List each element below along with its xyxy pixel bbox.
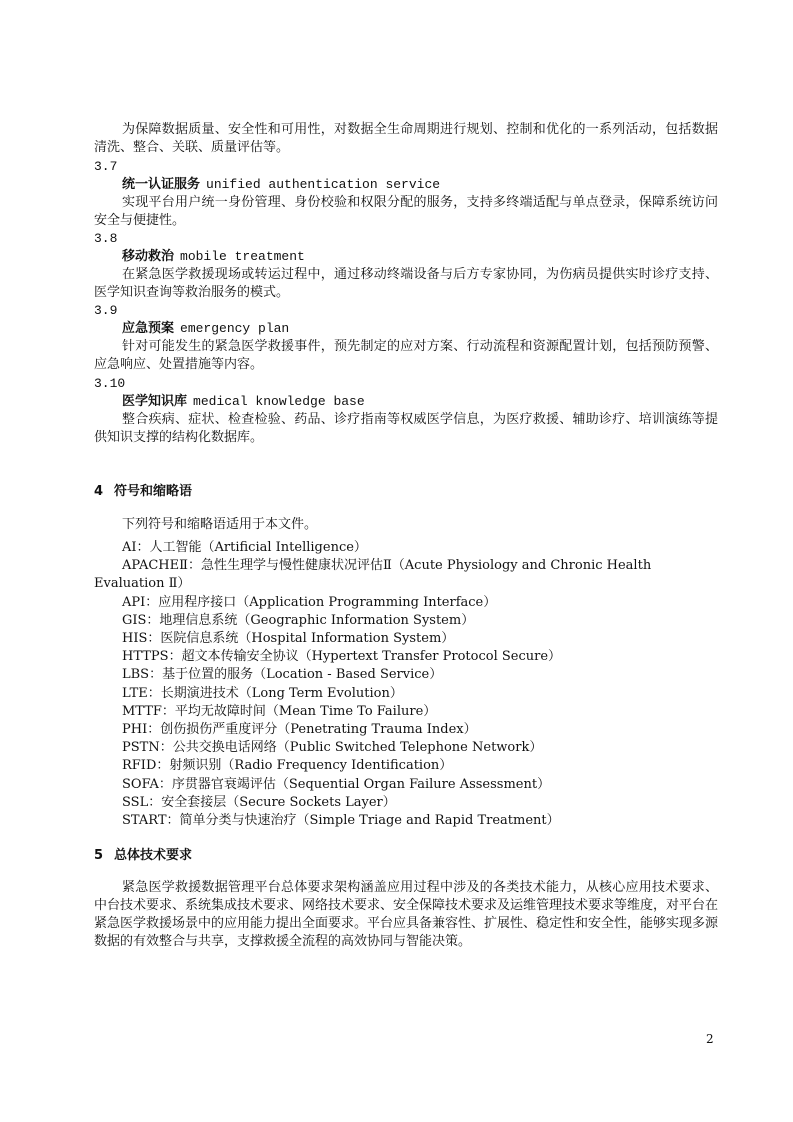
list-item: HIS：医院信息系统（Hospital Information System） — [122, 631, 455, 647]
section-number: 4 — [94, 484, 104, 499]
term-en: medical knowledge base — [193, 394, 365, 409]
term-heading — [122, 320, 289, 338]
term-definition: 在紧急医学救援现场或转运过程中，通过移动终端设备与后方专家协同，为伤病员提供实时诊疗支持、医学知识查询等救治服务的模式。 — [94, 267, 718, 300]
term-heading — [122, 393, 365, 411]
term-definition: 针对可能发生的紧急医学救援事件，预先制定的应对方案、行动流程和资源配置计划，包括预防预警、应急响应、处置措施等内容。 — [94, 339, 718, 372]
list-item: APACHEⅡ：急性生理学与慢性健康状况评估Ⅱ（Acute Physiology and Chronic Health Evaluation Ⅱ） — [94, 558, 652, 592]
list-item: HTTPS：超文本传输安全协议（Hypertext Transfer Protocol Secure） — [122, 649, 562, 665]
term-cn: 统一认证服务 — [122, 177, 201, 192]
term-number: 3.8 — [94, 231, 118, 246]
term-number: 3.10 — [94, 376, 126, 391]
term-definition: 整合疾病、症状、检查检验、药品、诊疗指南等权威医学信息，为医疗救援、辅助诊疗、培训演练等提供知识支撑的结构化数据库。 — [94, 412, 718, 445]
list-item: MTTF：平均无故障时间（Mean Time To Failure） — [122, 703, 437, 719]
section-number: 5 — [94, 848, 104, 863]
term-heading — [122, 176, 440, 194]
term-en: unified authentication service — [206, 177, 441, 192]
term-cn: 移动救治 — [122, 249, 175, 264]
term-en: mobile treatment — [180, 249, 305, 264]
term-number: 3.7 — [94, 159, 118, 174]
list-item: API：应用程序接口（Application Programming Interface） — [122, 594, 497, 610]
term-en: emergency plan — [180, 321, 290, 336]
list-item: LTE：长期演进技术（Long Term Evolution） — [122, 685, 403, 701]
section-title: 总体技术要求 — [114, 848, 193, 863]
section-intro: 下列符号和缩略语适用于本文件。 — [122, 517, 318, 532]
section-heading — [94, 483, 192, 501]
list-item: SSL：安全套接层（Secure Sockets Layer） — [122, 794, 396, 810]
list-item: RFID：射频识别（Radio Frequency Identification） — [122, 758, 453, 774]
list-item: AI：人工智能（Artificial Intelligence） — [122, 540, 367, 555]
list-item: PHI：创伤损伤严重度评分（Penetrating Trauma Index） — [122, 722, 477, 738]
term-number: 3.9 — [94, 303, 118, 318]
page-number: 2 — [706, 1032, 714, 1046]
section-title: 符号和缩略语 — [114, 484, 193, 499]
list-item: PSTN：公共交换电话网络（Public Switched Telephone Network） — [122, 740, 543, 756]
list-item: START：简单分类与快速治疗（Simple Triage and Rapid Treatment） — [122, 813, 560, 829]
list-item: GIS：地理信息系统（Geographic Information System） — [122, 612, 475, 628]
term-cn: 医学知识库 — [122, 394, 188, 409]
section-heading — [94, 847, 192, 865]
abbreviation-list — [94, 539, 718, 830]
intro-paragraph: 为保障数据质量、安全性和可用性，对数据全生命周期进行规划、控制和优化的一系列活动，包括数据清洗、整合、关联、质量评估等。 — [94, 122, 718, 155]
list-item: LBS：基于位置的服务（Location - Based Service） — [122, 667, 443, 683]
list-item: SOFA：序贯器官衰竭评估（Sequential Organ Failure Assessment） — [122, 776, 551, 792]
term-heading — [122, 248, 305, 266]
term-definition: 实现平台用户统一身份管理、身份校验和权限分配的服务，支持多终端适配与单点登录，保障系统访问安全与便捷性。 — [94, 195, 718, 228]
term-cn: 应急预案 — [122, 321, 175, 336]
section-body: 紧急医学救援数据管理平台总体要求架构涵盖应用过程中涉及的各类技术能力，从核心应用技术要求、中台技术要求、系统集成技术要求、网络技术要求、安全保障技术要求及运维管理技术要求等维度，对平台在紧急医学救援场景中的应用能力提出全面要求。平台应具备兼容性、扩展性、稳定性和安全性，能够实现多源数据的有效整合与共享，支撑救援全流程的高效协同与智能决策。 — [94, 880, 719, 949]
